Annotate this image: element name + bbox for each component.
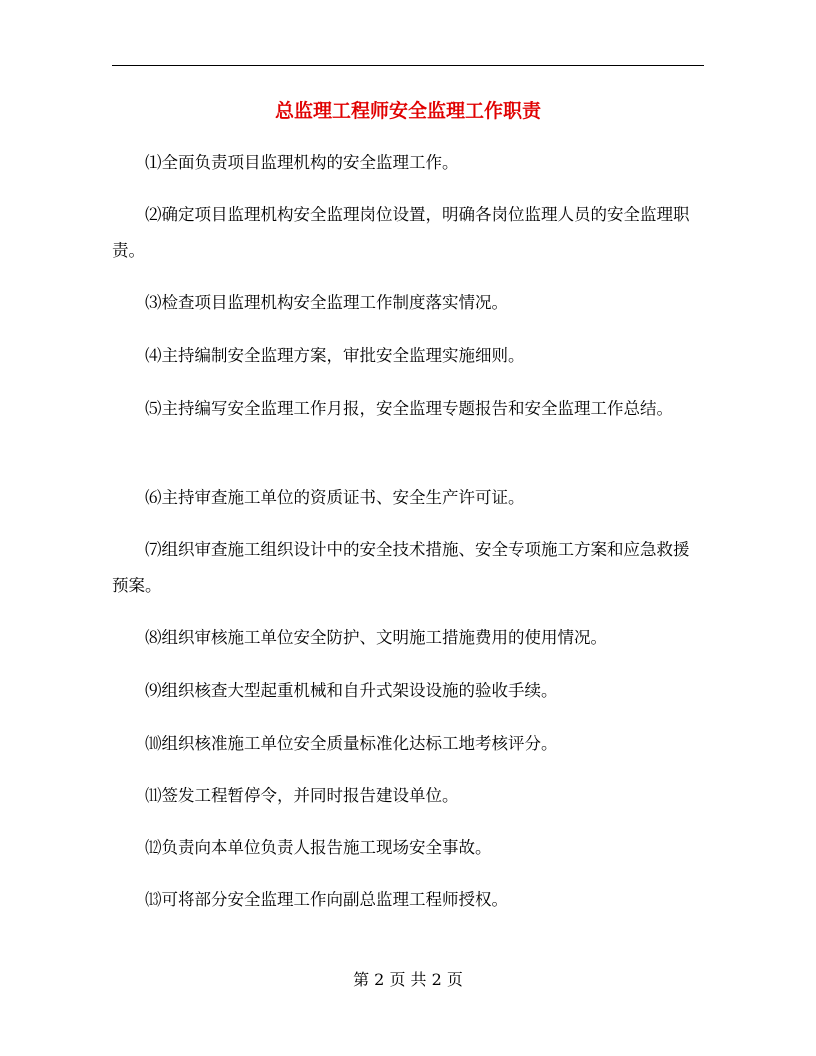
list-item-12: ⑿负责向本单位负责人报告施工现场安全事故。 xyxy=(145,838,492,857)
list-item-5: ⑸主持编写安全监理工作月报，安全监理专题报告和安全监理工作总结。 xyxy=(145,399,673,418)
list-item-4: ⑷主持编制安全监理方案，审批安全监理实施细则。 xyxy=(145,346,525,365)
list-item-7: ⑺组织审查施工组织设计中的安全技术措施、安全专项施工方案和应急救援预案。 xyxy=(112,540,690,595)
list-item-10: ⑽组织核准施工单位安全质量标准化达标工地考核评分。 xyxy=(145,734,558,753)
list-item-3: ⑶检查项目监理机构安全监理工作制度落实情况。 xyxy=(145,293,508,312)
list-item-13: ⒀可将部分安全监理工作向副总监理工程师授权。 xyxy=(145,890,508,909)
list-item-11: ⑾签发工程暂停令，并同时报告建设单位。 xyxy=(145,786,459,805)
list-item-6: ⑹主持审查施工单位的资质证书、安全生产许可证。 xyxy=(145,488,525,507)
list-item-9: ⑼组织核查大型起重机械和自升式架设设施的验收手续。 xyxy=(145,681,558,700)
page-footer: 第 2 页 共 2 页 xyxy=(353,970,463,989)
list-item-8: ⑻组织审核施工单位安全防护、文明施工措施费用的使用情况。 xyxy=(145,628,607,647)
page-title: 总监理工程师安全监理工作职责 xyxy=(274,100,541,122)
header-rule xyxy=(112,65,704,66)
list-item-1: ⑴全面负责项目监理机构的安全监理工作。 xyxy=(145,153,459,172)
list-item-2: ⑵确定项目监理机构安全监理岗位设置，明确各岗位监理人员的安全监理职责。 xyxy=(112,205,690,260)
